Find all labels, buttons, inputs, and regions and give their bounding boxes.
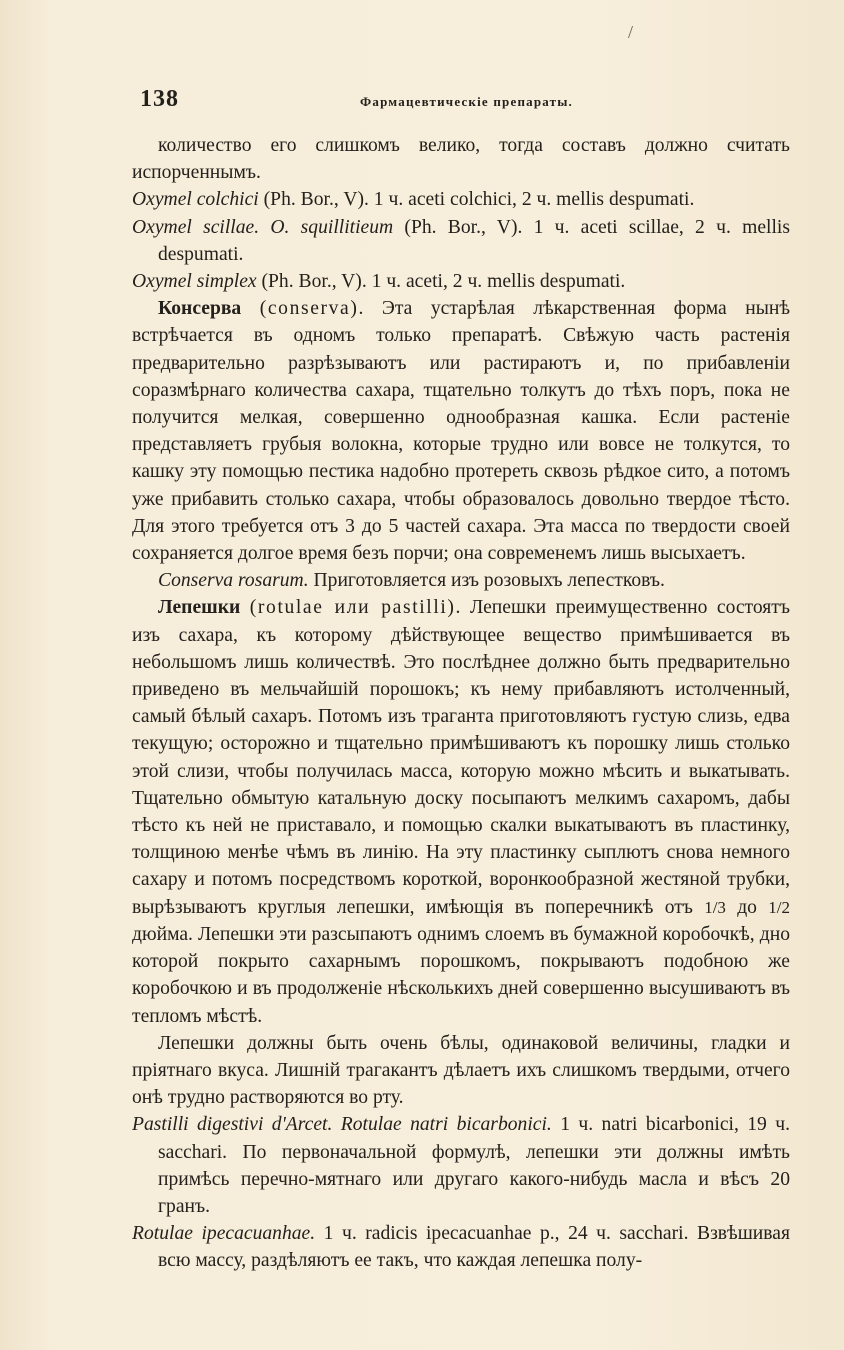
section-heading: Консерва — [158, 298, 242, 320]
section-latin: (conserva) — [259, 298, 359, 320]
recipe-text: (Ph. Bor., V). 1 ч. aceti scillae, 2 ч. mellis despumati. — [158, 216, 790, 265]
recipe-text: 1 ч. radicis ipecacuanhae p., 24 ч. sacchari. Взвѣшивая всю массу, раздѣляютъ ее такъ, что каждая лепешка полу- — [158, 1223, 790, 1272]
section-latin: (rotulae или pastilli) — [249, 597, 456, 619]
page-header — [132, 86, 794, 116]
recipe-oxymel-scillae — [132, 214, 790, 268]
paragraph-continuation: количество его слишкомъ велико, тогда составъ должно считать испорченнымъ. — [132, 135, 790, 184]
recipe-oxymel-simplex — [132, 268, 790, 295]
recipe-title: Oxymel scillae. O. squillitieum — [132, 216, 394, 238]
recipe-oxymel-colchici — [132, 186, 790, 213]
recipe-text: 1 ч. natri bicarbonici, 19 ч. sacchari. По первоначальной формулѣ, лепешки эти должны имѣть примѣсь перечно-мятнаго или другаго какого-нибудь масла и вѣсъ 20 гранъ. — [158, 1114, 790, 1217]
page-number: 138 — [140, 86, 179, 112]
running-title: Фармацевтическіе препараты. — [360, 94, 574, 109]
body-text — [132, 132, 790, 1275]
fraction: 1/3 — [704, 897, 726, 917]
section-text: . Лепешки преимущественно состоятъ изъ сахара, къ которому дѣйствующее вещество примѣшивается въ небольшомъ лишь количествѣ. Это послѣднее должно быть предварительно приведено въ мельчайшій порошокъ; къ нему прибавляютъ истолченный, самый бѣлый сахаръ. Потомъ изъ траганта приготовляютъ густую слизь, едва текущую; осторожно и тщательно примѣшиваютъ къ порошку лишь столько этой слизи, чтобы получилась масса, которую можно мѣсить и выкатывать. Тщательно обмытую катальную доску посыпаютъ мелкимъ сахаромъ, дабы тѣсто къ ней не приставало, и помощью скалки выкатываютъ въ пластинку, толщиною менѣе чѣмъ въ линію. На эту пластинку сыплютъ снова немного сахару и потомъ посредствомъ короткой, воронкообразной жестяной трубки, вырѣзываютъ круглыя лепешки, имѣющія въ поперечникѣ отъ — [132, 597, 790, 918]
recipe-title: Pastilli digestivi d'Arcet. Rotulae natri bicarbonici. — [132, 1114, 552, 1136]
recipe-title: Oxymel simplex — [132, 271, 257, 293]
section-text: . Эта устарѣлая лѣкарственная форма нынѣ встрѣчается въ одномъ только препаратѣ. Свѣжую часть растенія предварительно разрѣзываютъ или растираютъ и, по прибавленіи соразмѣрнаго количества сахара, тщательно толкутъ до тѣхъ поръ, пока не получится мелкая, совершенно однообразная кашка. Если растеніе представляетъ грубыя волокна, которые трудно или вовсе не толкутся, то кашку эту помощью пестика надобно протереть сквозь рѣдкое сито, а потомъ уже прибавить столько сахара, чтобы образовалось довольно твердое тѣсто. Для этого требуется отъ 3 до 5 частей сахара. Эта масса по твердости своей сохраняется долгое время безъ порчи; она современемъ лишь высыхаетъ. — [132, 298, 790, 565]
recipe-rotulae-ipecacuanhae — [132, 1220, 790, 1274]
recipe-title: Conserva rosarum. — [158, 570, 309, 592]
section-text: до — [725, 896, 769, 918]
recipe-text: Приготовляется изъ розовыхъ лепестковъ. — [308, 570, 665, 592]
recipe-pastilli-digestivi — [132, 1111, 790, 1220]
recipe-title: Oxymel colchici — [132, 189, 259, 211]
section-text: дюйма. Лепешки эти разсыпаютъ однимъ слоемъ въ бумажной коробочкѣ, дно которой покрыто сахарнымъ порошкомъ, покрываютъ подобною же коробочкою и въ продолженіе нѣсколькихъ дней совершенно высушиваютъ въ тепломъ мѣстѣ. — [132, 923, 790, 1027]
recipe-conserva-rosarum — [132, 567, 790, 594]
recipe-text: (Ph. Bor., V). 1 ч. aceti colchici, 2 ч. mellis despumati. — [258, 189, 695, 211]
recipe-text: (Ph. Bor., V). 1 ч. aceti, 2 ч. mellis despumati. — [256, 271, 626, 293]
section-heading: Лепешки — [158, 597, 241, 619]
pencil-mark: / — [628, 22, 634, 42]
section-lepeshki — [132, 594, 790, 1029]
recipe-title: Rotulae ipecacuanhae. — [132, 1223, 316, 1245]
fraction: 1/2 — [768, 897, 790, 917]
paragraph-quality: Лепешки должны быть очень бѣлы, одинаковой величины, гладки и пріятнаго вкуса. Лишній трагакантъ дѣлаетъ ихъ слишкомъ твердыми, отчего онѣ трудно растворяются во рту. — [132, 1032, 790, 1109]
section-conserva — [132, 295, 790, 567]
